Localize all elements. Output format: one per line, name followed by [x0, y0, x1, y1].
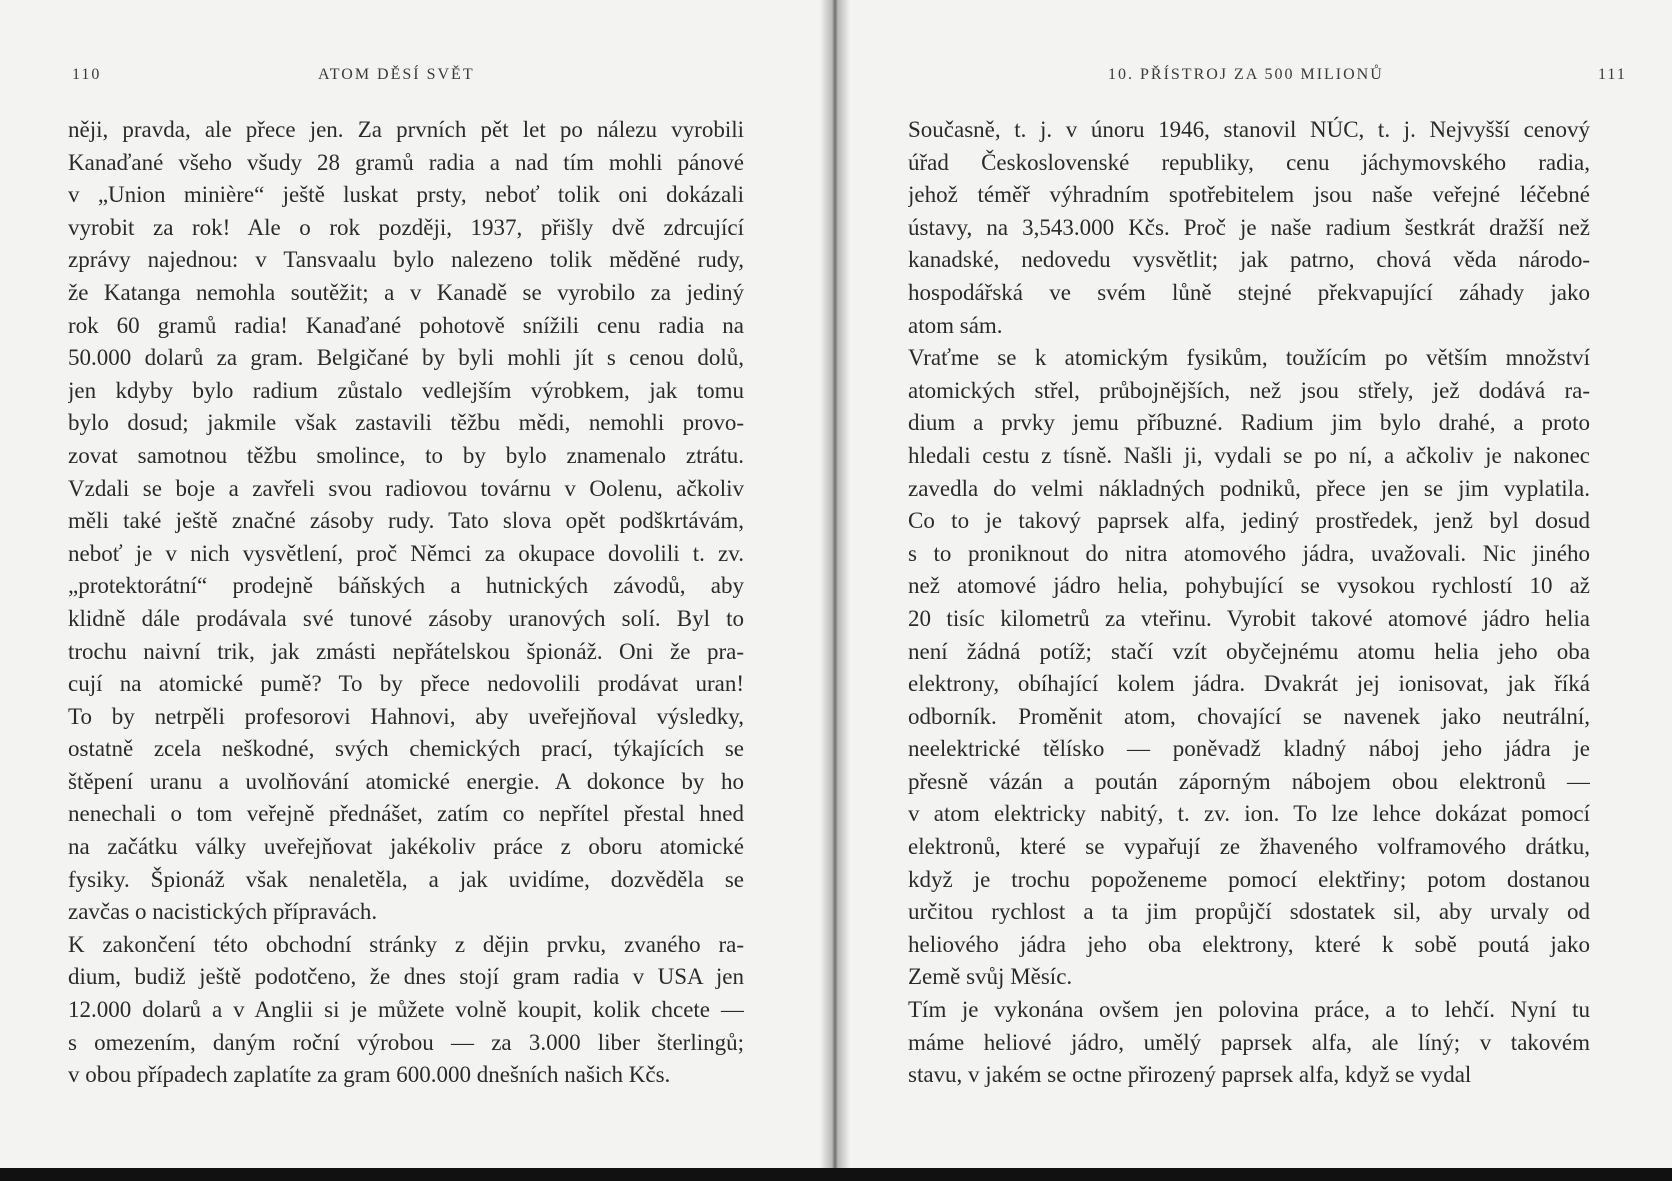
text-line: fysiky. Špionáž však nenaletěla, a jak uvidíme, dozvěděla se [68, 866, 744, 892]
page-number: 111 [1598, 66, 1627, 83]
text-line: atomických střel, průbojnějších, než jsou střely, jež dodává ra- [908, 377, 1590, 403]
text-line: Vzdali se boje a zavřeli svou radiovou továrnu v Oolenu, ačkoliv [68, 475, 744, 501]
right-page [838, 0, 1672, 1168]
text-line: není žádná potíž; stačí vzít obyčejnému atomu helia jeho oba [908, 638, 1590, 664]
text-line: Kanaďané všeho všudy 28 gramů radia a nad tím mohli pánové [68, 149, 744, 175]
text-line: zavedla do velmi nákladných podniků, přece jen se jim vyplatila. [908, 475, 1590, 501]
text-line: Země svůj Měsíc. [908, 964, 1073, 990]
text-line: máme heliové jádro, umělý paprsek alfa, ale líný; v takovém [908, 1029, 1590, 1055]
text-line: stavu, v jakém se octne přirozený paprsek alfa, když se vydal [908, 1062, 1472, 1088]
text-line: přesně vázán a poután záporným nábojem obou elektronů — [908, 768, 1590, 794]
text-line: 12.000 dolarů a v Anglii si je můžete volně koupit, kolik chcete — [68, 997, 744, 1023]
text-line: určitou rychlost a ta jim propůjčí sdostatek sil, aby urvaly od [908, 899, 1590, 925]
text-line: neboť je v nich vysvětlení, proč Němci za okupace dovolili t. zv. [68, 540, 744, 566]
text-line: s to proniknout do nitra atomového jádra, uvažovali. Nic jiného [908, 540, 1590, 566]
text-line: trochu naivní trik, jak zmásti nepřátelskou špionáž. Oni že pra- [68, 638, 744, 664]
text-line: 20 tisíc kilometrů za vteřinu. Vyrobit takové atomové jádro helia [908, 605, 1590, 631]
text-line: něji, pravda, ale přece jen. Za prvních pět let po nálezu vyrobili [68, 117, 744, 142]
text-line: klidně dále prodávala své tunové zásoby uranových solí. Byl to [68, 605, 744, 631]
text-line: bylo dosud; jakmile však zastavili těžbu mědi, nemohli provo- [68, 410, 744, 436]
body-text [68, 114, 744, 1092]
text-line: zovat samotnou těžbu smolince, to by bylo znamenalo ztrátu. [68, 442, 744, 468]
text-line: kanadské, nedovedu vysvětlit; jak patrno, chová věda národo- [908, 247, 1590, 273]
text-line: štěpení uranu a uvolňování atomické energie. A dokonce by ho [68, 768, 744, 794]
text-line: Tím je vykonána ovšem jen polovina práce, a to lehčí. Nyní tu [908, 997, 1590, 1023]
text-line: hledali cestu z tísně. Našli ji, vydali se po ní, a ačkoliv je nakonec [908, 442, 1590, 468]
text-line: neelektrické tělísko — poněvadž kladný náboj jeho jádra je [908, 736, 1590, 762]
text-line: nenechali o tom veřejně přednášet, zatím co nepřítel přestal hned [68, 801, 744, 827]
text-line: s omezením, daným roční výrobou — za 3.000 liber šterlingů; [68, 1029, 744, 1055]
text-line: Vraťme se k atomickým fysikům, toužícím po větším množství [908, 345, 1590, 371]
text-line: měli také ještě značné zásoby rudy. Tato slova opět podškrtávám, [68, 508, 744, 534]
text-line: zavčas o nacistických přípravách. [68, 899, 378, 925]
text-line: elektronů, které se vypařují ze žhaveného volframového drátku, [908, 834, 1590, 860]
text-line: dium, budiž ještě podotčeno, že dnes stojí gram radia v USA jen [68, 964, 744, 990]
text-line: jehož téměř výhradním spotřebitelem jsou naše veřejné léčebné [908, 182, 1590, 208]
text-line: úřad Československé republiky, cenu jáchymovského radia, [908, 149, 1590, 175]
running-head: ATOM DĚSÍ SVĚT [318, 66, 475, 83]
text-line: rok 60 gramů radia! Kanaďané pohotově snížili cenu radia na [68, 312, 744, 338]
text-line: dium a prvky jemu příbuzné. Radium jim bylo drahé, a proto [908, 410, 1590, 436]
text-line: na začátku války uveřejňovat jakékoliv práce z oboru atomické [68, 834, 744, 860]
left-page [0, 0, 832, 1168]
text-line: To by netrpěli profesorovi Hahnovi, aby uveřejňoval výsledky, [68, 703, 744, 729]
running-head: 10. PŘÍSTROJ ZA 500 MILIONŮ [1108, 66, 1384, 83]
text-line: 50.000 dolarů za gram. Belgičané by byli mohli jít s cenou dolů, [68, 345, 744, 371]
text-line: že Katanga nemohla soutěžit; a v Kanadě se vyrobilo za jediný [68, 279, 744, 305]
text-line: elektrony, obíhající kolem jádra. Dvakrát jej ionisovat, jak říká [908, 671, 1590, 697]
text-line: odborník. Proměnit atom, chovající se navenek jako neutrální, [908, 703, 1590, 729]
scan-edge [0, 1168, 1672, 1181]
text-line: heliového jádra jeho oba elektrony, které k sobě poutá jako [908, 931, 1590, 957]
text-line: atom sám. [908, 312, 1003, 338]
text-line: vyrobit za rok! Ale o rok později, 1937, přišly dvě zdrcující [68, 214, 744, 240]
text-line: cují na atomické pumě? To by přece nedovolili prodávat uran! [68, 671, 744, 697]
text-line: v „Union minière“ ještě luskat prsty, neboť tolik oni dokázali [68, 182, 744, 208]
text-line: ostatně zcela neškodné, svých chemických prací, týkajících se [68, 736, 744, 762]
text-line: Co to je takový paprsek alfa, jediný prostředek, jenž byl dosud [908, 508, 1590, 534]
text-line: než atomové jádro helia, pohybující se vysokou rychlostí 10 až [908, 573, 1590, 599]
text-line: jen kdyby bylo radium zůstalo vedlejším výrobkem, jak tomu [68, 377, 744, 403]
text-line: hospodářská ve svém lůně stejné překvapující záhady jako [908, 279, 1590, 305]
text-line: Současně, t. j. v únoru 1946, stanovil NÚC, t. j. Nejvyšší cenový [908, 117, 1590, 142]
page-number: 110 [72, 66, 102, 83]
text-line: v atom elektricky nabitý, t. zv. ion. To lze lehce dokázat pomocí [908, 801, 1590, 827]
text-line: „protektorátní“ prodejně báňských a hutnických závodů, aby [68, 573, 744, 599]
text-line: K zakončení této obchodní stránky z dějin prvku, zvaného ra- [68, 931, 744, 957]
text-line: zprávy najednou: v Tansvaalu bylo nalezeno tolik měděné rudy, [68, 247, 744, 273]
text-line: ústavy, na 3,543.000 Kčs. Proč je naše radium šestkrát dražší než [908, 214, 1590, 240]
text-line: v obou případech zaplatíte za gram 600.000 dnešních našich Kčs. [68, 1062, 671, 1088]
body-text [908, 114, 1590, 1092]
book-gutter [820, 0, 850, 1168]
text-line: když je trochu popoženeme pomocí elektřiny; potom dostanou [908, 866, 1590, 892]
